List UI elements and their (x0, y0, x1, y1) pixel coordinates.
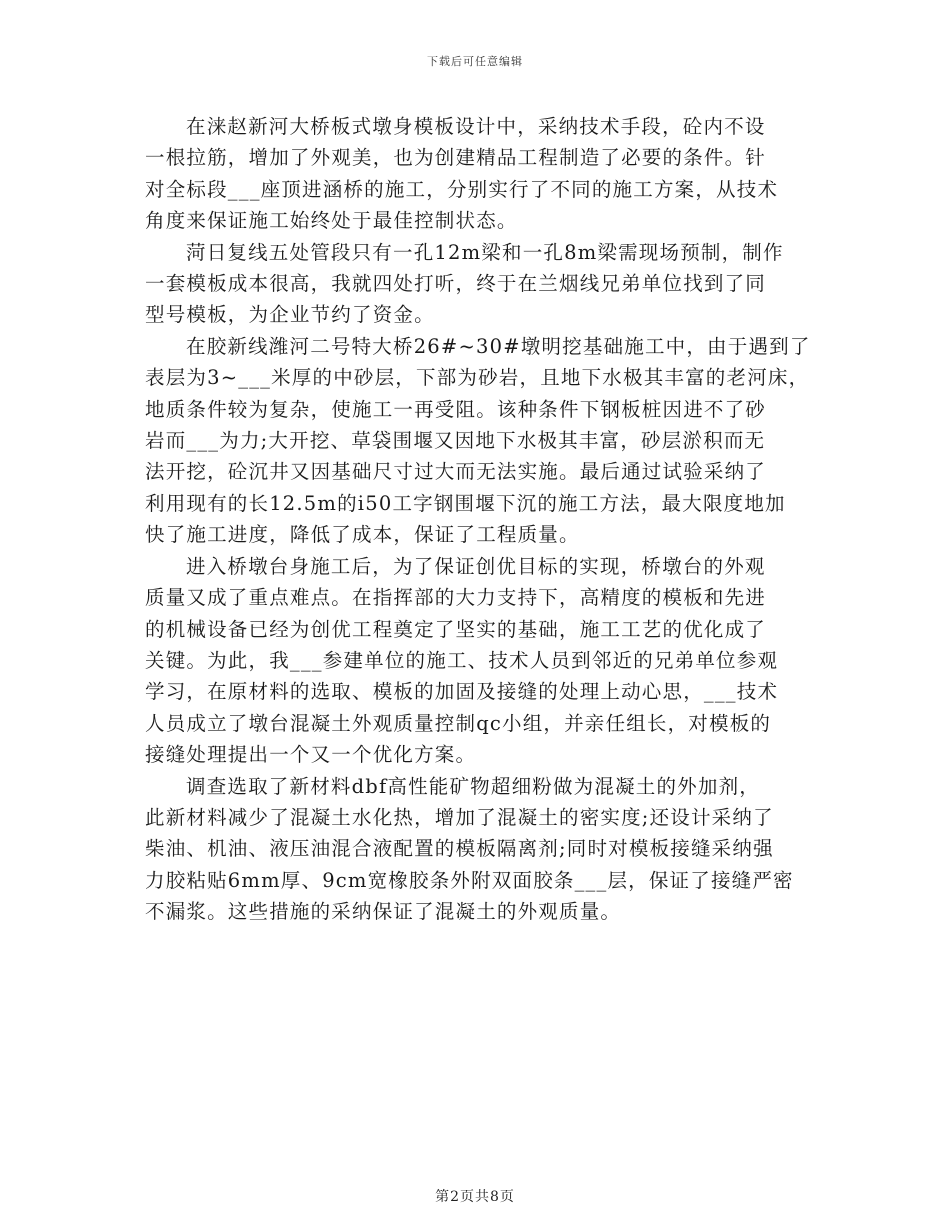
paragraph-1 (145, 111, 825, 237)
text-line: 在胶新线潍河二号特大桥26#~30#墩明挖基础施工中，由于遇到了 (186, 334, 811, 358)
text-line: 菏日复线五处管段只有一孔12m梁和一孔8m梁需现场预制，制作 (186, 240, 784, 264)
text-line: 此新材料减少了混凝土水化热，增加了混凝土的密实度;还设计采纳了 (145, 805, 774, 829)
text-line: 型号模板，为企业节约了资金。 (145, 303, 435, 327)
text-line: 角度来保证施工始终处于最佳控制状态。 (145, 209, 518, 233)
text-line: 表层为3~___米厚的中砂层，下部为砂岩，且地下水极其丰富的老河床， (145, 366, 810, 390)
text-line: 关键。为此，我___参建单位的施工、技术人员到邻近的兄弟单位参观 (145, 648, 779, 672)
text-line: 法开挖，砼沉井又因基础尺寸过大而无法实施。最后通过试验采纳了 (145, 460, 767, 484)
text-line: 一套模板成本很高，我就四处打听，终于在兰烟线兄弟单位找到了同 (145, 272, 767, 296)
document-body (145, 111, 825, 928)
text-line: 人员成立了墩台混凝土外观质量控制qc小组，并亲任组长，对模板的 (145, 711, 772, 735)
text-line: 接缝处理提出一个又一个优化方案。 (145, 743, 477, 767)
paragraph-5 (145, 771, 825, 928)
text-line: 地质条件较为复杂，使施工一再受阻。该种条件下钢板桩因进不了砂 (145, 397, 767, 421)
paragraph-2 (145, 237, 825, 331)
text-line: 质量又成了重点难点。在指挥部的大力支持下，高精度的模板和先进 (145, 586, 767, 610)
text-line: 岩而___为力;大开挖、草袋围堰又因地下水极其丰富，砂层淤积而无 (145, 429, 766, 453)
page-number: 第2页共8页 (435, 1189, 515, 1205)
paragraph-3 (145, 331, 825, 551)
text-line: 不漏浆。这些措施的采纳保证了混凝土的外观质量。 (145, 900, 622, 924)
paragraph-4 (145, 551, 825, 771)
text-line: 利用现有的长12.5m的i50工字钢围堰下沉的施工方法，最大限度地加 (145, 491, 786, 515)
text-line: 进入桥墩台身施工后，为了保证创优目标的实现，桥墩台的外观 (186, 554, 766, 578)
text-line: 在涞赵新河大桥板式墩身模板设计中，采纳技术手段，砼内不设 (186, 115, 766, 138)
text-line: 快了施工进度，降低了成本，保证了工程质量。 (145, 523, 580, 547)
text-line: 力胶粘贴6mm厚、9cm宽橡胶条外附双面胶条___层，保证了接缝严密 (145, 868, 794, 892)
text-line: 的机械设备已经为创优工程奠定了坚实的基础，施工工艺的优化成了 (145, 617, 767, 641)
text-line: 一根拉筋，增加了外观美，也为创建精品工程制造了必要的条件。针 (145, 146, 767, 170)
text-line: 学习，在原材料的选取、模板的加固及接缝的处理上动心思，___技术 (145, 680, 779, 704)
text-line: 对全标段___座顶进涵桥的施工，分别实行了不同的施工方案，从技术 (145, 177, 779, 201)
text-line: 调查选取了新材料dbf高性能矿物超细粉做为混凝土的外加剂， (186, 774, 760, 798)
page-header: 下载后可任意编辑 (427, 55, 523, 68)
text-line: 柴油、机油、液压油混合液配置的模板隔离剂;同时对模板接缝采纳强 (145, 837, 774, 861)
